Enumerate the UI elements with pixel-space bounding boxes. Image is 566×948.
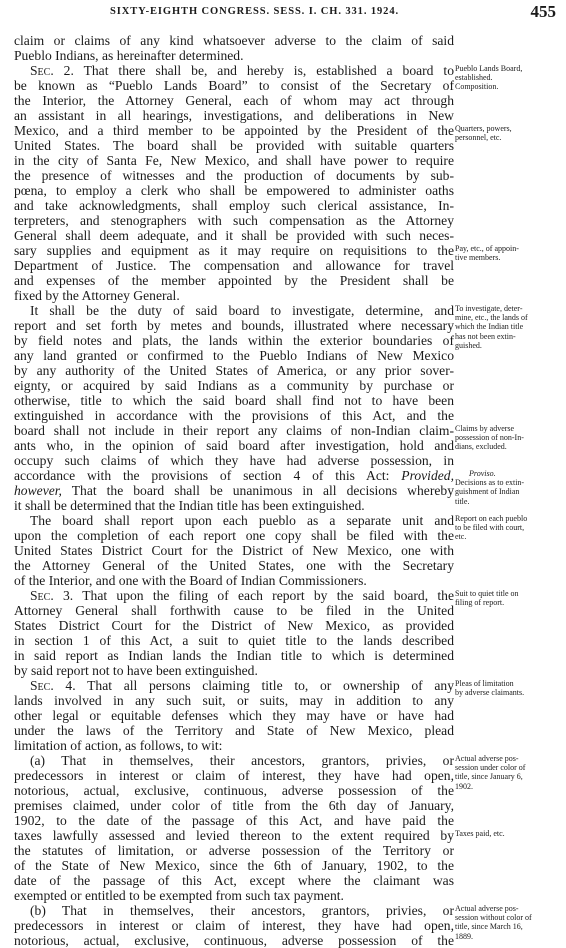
text-line [14,723,454,738]
text-line [14,783,454,798]
line-text: premises claimed, under color of title from the 6th day of January, [14,798,454,813]
margin-note-line: title, since January 6, [455,772,523,782]
line-text: by any authority of the United States of America, or any prior sover- [14,363,454,378]
section-label: Sec. 4. [30,678,76,693]
margin-note [455,124,559,142]
text-line [14,108,454,123]
line-text: General shall deem adequate, and it shall be provided with such neces- [14,228,454,243]
margin-note-line: Report on each pueblo [455,514,528,523]
line-text: predecessors in interest or claim of interest, they have had open, [14,768,454,783]
statute-body-text [14,33,454,948]
text-line [14,708,454,723]
text-line [14,618,454,633]
text-line [14,63,454,78]
line-text: claim or claims of any kind whatsoever adverse to the claim of said [14,33,454,48]
line-text: taxes lawfully assessed and levied thereon to the extent required by [14,828,454,843]
text-line [14,468,454,483]
line-text: of the State of New Mexico, since the 6th of January, 1902, to the [14,858,454,873]
line-text: That upon the filing of each report by the said board, the [73,588,454,603]
line-text: an assistant in all hearings, investigations, and deliberations in New [14,108,454,123]
text-line [14,558,454,573]
margin-note [455,514,559,542]
margin-note-line: Decisions as to extin- [455,478,525,488]
line-text: States District Court for the District of New Mexico, as provided [14,618,454,633]
text-line [14,48,454,63]
text-line [14,678,454,693]
text-line [14,123,454,138]
text-line [14,438,454,453]
text-line [14,573,454,588]
line-text: any land granted or confirmed to the Pueblo Indians of New Mexico [14,348,454,363]
margin-note-line: Pueblo Lands Board, [455,64,523,73]
line-text: notorious, actual, exclusive, continuous, adverse possession of the [14,933,454,948]
margin-note-line: 1889. [455,931,473,941]
text-line [14,213,454,228]
line-text: in section 1 of this Act, a suit to quiet title to the lands described [14,633,454,648]
text-line [14,843,454,858]
text-line [14,33,454,48]
text-line [14,228,454,243]
text-line [14,423,454,438]
margin-note-line: Composition. [455,82,499,92]
line-text: and take acknowledgments, shall employ such clerical assistance, In- [14,198,454,213]
line-text: the Interior, the Attorney General, each of whom may act through [14,93,454,108]
margin-note-line: which the Indian title [455,322,524,332]
line-text: the Attorney General of the United States, one with the Secretary [14,558,454,573]
line-text: in said report as Indian lands the Indian title to which is determined [14,648,454,663]
text-line [14,453,454,468]
line-text: limitation of action, as follows, to wit: [14,738,223,753]
margin-note-line: Pay, etc., of appoin- [455,244,519,253]
text-line [14,918,454,933]
margin-note [455,424,559,452]
text-line [14,243,454,258]
text-line [14,903,454,918]
text-line [14,633,454,648]
text-line [14,288,454,303]
text-line [14,738,454,753]
margin-note [455,64,559,92]
text-line [14,273,454,288]
line-text: ants who, in the opinion of said board after investigation, hold and [14,438,454,453]
margin-note [455,754,559,791]
text-line [14,408,454,423]
text-line [14,648,454,663]
text-line [14,483,454,498]
line-text: accordance with the provisions of section 4 of this Act: [14,468,402,483]
margin-note-line: session without color of [455,913,532,923]
line-text: predecessors in interest or claim of interest, they have had open, [14,918,454,933]
text-line [14,258,454,273]
margin-note-line: to be filed with court, [455,523,525,533]
margin-note [455,304,559,350]
text-line [14,393,454,408]
margin-note-line: To investigate, deter- [455,304,523,313]
running-title: SIXTY-EIGHTH CONGRESS. SESS. I. CH. 331. 1924. [110,6,399,17]
line-text: Department of Justice. The compensation and allowance for travel [14,258,454,273]
margin-note-line: filing of report. [455,598,505,608]
text-line [14,498,454,513]
line-text: lands involved in any such suit, or suits, may in addition to any [14,693,454,708]
line-text: extinguished in accordance with the provisions of this Act, and the [14,408,454,423]
margin-note-line: title. [455,496,470,506]
margin-note [455,244,559,262]
line-text: in the city of Santa Fe, New Mexico, and shall have power to require [14,153,454,168]
text-line [14,933,454,948]
italic-text: however, [14,483,62,498]
page-number: 455 [530,2,556,21]
line-text: eignty, or acquired by said Indians as a community by purchase or [14,378,454,393]
line-text: it shall be determined that the Indian title has been extinguished. [14,498,365,513]
line-text: the presence of witnesses and the production of documents by sub- [14,168,454,183]
line-text: The board shall report upon each pueblo as a separate unit and [30,513,454,528]
line-text: (b) That in themselves, their ancestors, grantors, privies, or [30,903,454,918]
margin-note-line: established. [455,73,493,83]
line-text: sary supplies and equipment as it may require on requisitions to the [14,243,454,258]
margin-note-line: personnel, etc. [455,133,502,143]
italic-text: Provided, [401,468,454,483]
line-text: pœna, to employ a clerk who shall be empowered to administer oaths [14,183,454,198]
section-label: Sec. 3. [30,588,74,603]
text-line [14,153,454,168]
text-line [14,513,454,528]
line-text: and expenses of the member appointed by the President shall be [14,273,454,288]
text-line [14,888,454,903]
margin-note-line: Pleas of limitation [455,679,514,688]
line-text: It shall be the duty of said board to investigate, determine, and [30,303,454,318]
margin-note-line: 1902. [455,781,473,791]
margin-note-line: Suit to quiet title on [455,589,519,598]
margin-note-line: guished. [455,340,482,350]
text-line [14,588,454,603]
margin-note-line: Proviso. [469,469,496,478]
text-line [14,138,454,153]
text-line [14,798,454,813]
line-text: of the Interior, and one with the Board of Indian Commissioners. [14,573,367,588]
line-text: fixed by the Attorney General. [14,288,180,303]
line-text: That the board shall be unanimous in all decisions whereby [61,483,454,498]
line-text: United States District Court for the District of New Mexico, one with [14,543,454,558]
line-text: That all persons claiming title to, or ownership of any [75,678,454,693]
margin-note-line: title, since March 16, [455,922,523,932]
page-header [0,0,566,28]
text-line [14,603,454,618]
margin-note-line: Quarters, powers, [455,124,512,133]
line-text: the statutes of limitation, or adverse possession of the Territory or [14,843,454,858]
line-text: other legal or equitable defenses which they may have or have had [14,708,454,723]
margin-note-line: Taxes paid, etc. [455,829,505,838]
text-line [14,183,454,198]
text-line [14,318,454,333]
margin-note-line: guishment of Indian [455,487,520,497]
margin-note [455,589,559,607]
line-text: date of the passage of this Act, except where the claimant was [14,873,454,888]
text-line [14,693,454,708]
line-text: That there shall be, and hereby is, established a board to [73,63,454,78]
text-line [14,78,454,93]
margin-note [455,469,559,506]
text-line [14,378,454,393]
text-line [14,303,454,318]
margin-note-line: by adverse claimants. [455,688,525,698]
text-line [14,198,454,213]
line-text: board shall not include in their report any claims of non-Indian claim- [14,423,454,438]
line-text: 1902, to the date of the passage of this Act, and have paid the [14,813,454,828]
text-line [14,768,454,783]
margin-note-line: possession of non-In- [455,433,524,443]
margin-note-line: dians, excluded. [455,442,507,452]
text-line [14,753,454,768]
margin-note-line: session under color of [455,763,526,773]
text-line [14,663,454,678]
line-text: Attorney General shall forthwith cause to be filed in the United [14,603,454,618]
text-line [14,93,454,108]
section-label: Sec. 2. [30,63,74,78]
line-text: notorious, actual, exclusive, continuous, adverse possession of the [14,783,454,798]
text-line [14,168,454,183]
line-text: report and set forth by metes and bounds, illustrated where necessary [14,318,454,333]
line-text: under the laws of the Territory and State of New Mexico, plead [14,723,454,738]
line-text: otherwise, title to which the said board shall find not to have been [14,393,454,408]
text-line [14,858,454,873]
line-text: occupy such claims of which they have had adverse possession, in [14,453,454,468]
line-text: (a) That in themselves, their ancestors, grantors, privies, or [30,753,454,768]
margin-note-line: tive members. [455,253,501,263]
margin-note [455,679,559,697]
margin-note-line: Actual adverse pos- [455,904,519,913]
margin-note [455,904,559,941]
line-text: by said report not to have been extinguished. [14,663,258,678]
text-line [14,828,454,843]
margin-note-line: mine, etc., the lands of [455,313,528,323]
text-line [14,348,454,363]
line-text: exempted or entitled to be exempted from such tax payment. [14,888,344,903]
text-line [14,333,454,348]
line-text: by field notes and plats, the lands within the exterior boundaries of [14,333,454,348]
line-text: terpreters, and stenographers with such compensation as the Attorney [14,213,454,228]
line-text: Pueblo Indians, as hereinafter determined. [14,48,244,63]
margin-note-line: Actual adverse pos- [455,754,519,763]
text-line [14,528,454,543]
margin-note-line: etc. [455,532,467,542]
line-text: upon the completion of each report one copy shall be filed with the [14,528,454,543]
margin-note [455,829,559,838]
text-line [14,813,454,828]
line-text: Mexico, and a third member to be appointed by the President of the [14,123,454,138]
line-text: be known as “Pueblo Lands Board” to consist of the Secretary of [14,78,454,93]
line-text: United States. The board shall be provided with suitable quarters [14,138,454,153]
margin-note-line: Claims by adverse [455,424,515,433]
margin-note-line: has not been extin- [455,331,516,341]
text-line [14,543,454,558]
text-line [14,363,454,378]
text-line [14,873,454,888]
